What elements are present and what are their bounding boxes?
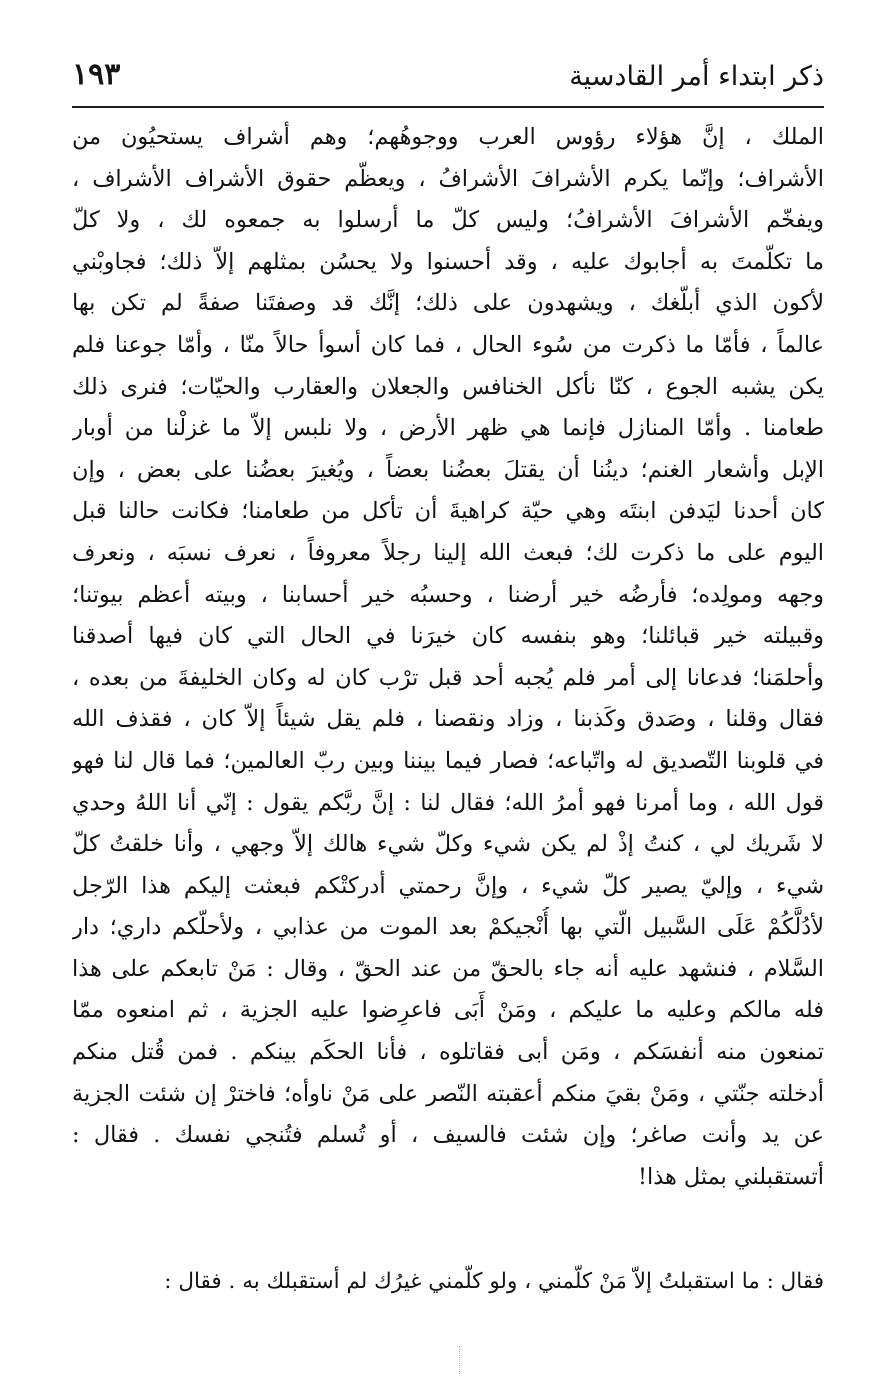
- text-line: قول الله ، وما أمرنا فهو أمرُ الله؛ فقال لنا : إنَّ ربَّكم يقول : إنّي أنا اللهُ وحدي: [72, 789, 824, 816]
- running-header: [72, 58, 824, 98]
- text-line: تمنعون منه أنفسَكم ، ومَن أبى فقاتلوه ، فأنا الحكَم بينكم . فمن قُتل منكم: [72, 1039, 824, 1066]
- text-line: فله مالكم وعليه ما عليكم ، ومَنْ أَبَى فاعرِضوا عليه الجزية ، ثم امنعوه ممّا: [72, 997, 824, 1024]
- text-line: الملك ، إنَّ هؤلاء رؤوس العرب ووجوهُهم؛ وهم أشراف يستحيُون من: [72, 124, 824, 150]
- page-fold-mark: [459, 1346, 462, 1374]
- running-header-title: ذكر ابتداء أمر القادسية: [569, 61, 824, 92]
- text-line: يكن يشبه الجوع ، كنّا نأكل الخنافس والجعلان والعقارب والحيّات؛ فنرى ذلك: [72, 373, 824, 400]
- text-line: طعامنا . وأمّا المنازل فإنما هي ظهر الأرض ، ولا نلبس إلاّ ما غزلْنا من أوبار: [72, 415, 824, 442]
- text-line: ما تكلّمتَ به أجابوك عليه ، وقد أحسنوا ولا يحسُن بمثلهم إلاّ ذلك؛ فجاوبْني: [72, 248, 824, 275]
- text-line: ويفخّم الأشرافَ الأشرافُ؛ وليس كلّ ما أرسلوا به جمعوه لك ، ولا كلّ: [72, 207, 824, 234]
- text-line: وأحلمَنا؛ فدعانا إلى أمر فلم يُجبه أحد قبل ترْب كان له وكان الخليفةَ من بعده ،: [72, 664, 824, 691]
- main-text: [72, 117, 824, 1198]
- text-line: الأشراف؛ وإنّما يكرم الأشرافَ الأشرافُ ، ويعظّم حقوق الأشراف الأشراف ،: [72, 165, 824, 192]
- text-line: لأدُلَّكُمْ عَلَى السَّبيل الّتي بها أُنْجيكمْ بعد الموت من عذابي ، ولأحلّكم داري؛ دار: [72, 914, 824, 941]
- page-number: ١٩٣: [72, 57, 121, 92]
- header-divider: [72, 106, 824, 108]
- text-line: في قلوبنا التّصديق له واتّباعه؛ فصار فيما بيننا وبين ربّ العالمين؛ فما قال لنا فهو: [72, 747, 824, 774]
- text-line: وجهه ومولِده؛ فأرضُه خير أرضنا ، وحسبُه خير أحسابنا ، وبيته أعظم بيوتنا؛: [72, 581, 824, 608]
- text-line: الإبل وأشعار الغنم؛ دينُنا أن يقتلَ بعضُنا بعضاً ، ويُغيرَ بعضُنا على بعض ، وإن: [72, 456, 824, 483]
- text-line: شيء ، وإليّ يصير كلّ شيء ، وإنَّ رحمتي أدركتْكم فبعثت إليكم هذا الرّجل: [72, 872, 824, 899]
- text-line: عالماً ، فأمّا ما ذكرت من سُوء الحال ، فما كان أسوأ حالاً منّا ، وأمّا جوعنا فلم: [72, 331, 824, 358]
- text-line: عن يد وأنت صاغر؛ وإن شئت فالسيف ، أو تُسلم فتُنجي نفسك . فقال :: [72, 1122, 824, 1149]
- text-line: فقال وقلنا ، وصَدق وكَذبنا ، وزاد ونقصنا ، فلم يقل شيئاً إلاّ كان ، فقذف الله: [72, 706, 824, 733]
- text-line: وقبيلته خير قبائلنا؛ وهو بنفسه كان خيرَنا في الحال التي كان فيها أصدقنا: [72, 623, 824, 650]
- text-line: لأكون الذي أبلّغك ، ويشهدون على ذلك؛ إنَّك قد وصفتَنا صفةً لم تكن بها: [72, 290, 824, 317]
- text-line: لا شَريك لي ، كنتُ إذْ لم يكن شيء وكلّ شيء هالك إلاّ وجهي ، وأنا خلقتُ كلّ: [72, 831, 824, 858]
- footnote: فقال : ما استقبلتُ إلاّ مَنْ كلّمني ، ولو كلّمني غيرُك لم أستقبلك به . فقال :: [164, 1269, 824, 1294]
- text-line: اليوم على ما ذكرت لك؛ فبعث الله إلينا رجلاً معروفاً ، نعرف نسبَه ، ونعرف: [72, 539, 824, 566]
- text-line: أدخلته جنّتي ، ومَنْ بقيَ منكم أعقبته النّصر على مَنْ ناوأه؛ فاخترْ إن شئت الجزية: [72, 1080, 824, 1107]
- text-line-last: أتستقبلني بمثل هذا!: [637, 1163, 824, 1190]
- text-line: السَّلام ، فنشهد عليه أنه جاء بالحقّ من عند الحقّ ، وقال : مَنْ تابعكم على هذا: [72, 955, 824, 982]
- text-line: كان أحدنا ليَدفن ابنتَه وهي حيّة كراهيةَ أن تأكل من طعامنا؛ فكانت حالنا قبل: [72, 498, 824, 525]
